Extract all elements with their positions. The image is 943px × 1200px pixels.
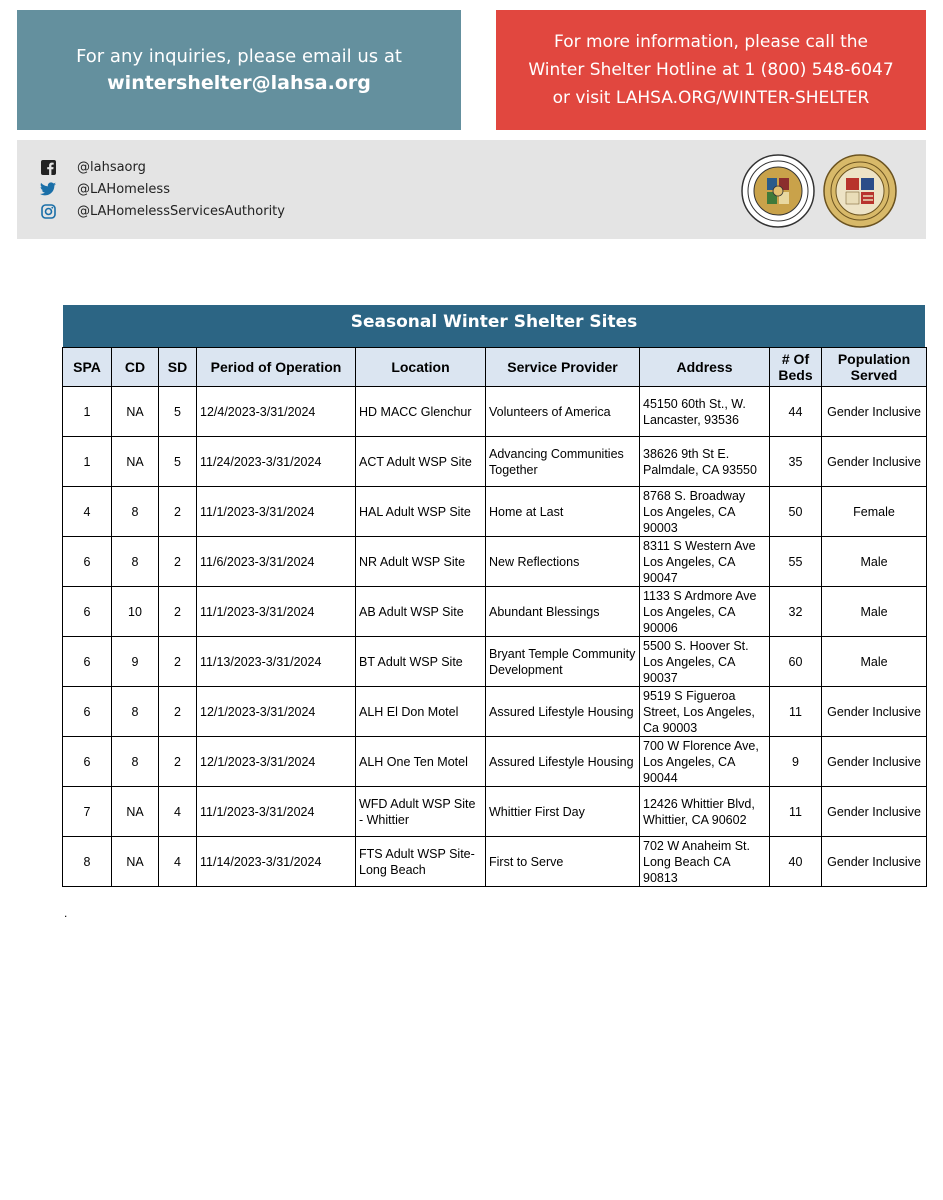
column-header-beds: # Of Beds xyxy=(770,348,822,387)
beds-cell: 11 xyxy=(770,687,822,737)
sd-cell: 2 xyxy=(159,487,197,537)
period-cell: 11/24/2023-3/31/2024 xyxy=(197,437,356,487)
table-header-row xyxy=(63,348,927,387)
provider-cell: First to Serve xyxy=(486,837,640,887)
hotline-phone-text: Winter Shelter Hotline at 1 (800) 548-6047 xyxy=(528,60,894,80)
beds-cell: 32 xyxy=(770,587,822,637)
email-inquiry-text: For any inquiries, please email us at xyxy=(76,46,402,67)
table-title: Seasonal Winter Shelter Sites xyxy=(63,305,925,347)
table-row xyxy=(63,737,927,787)
location-cell: BT Adult WSP Site xyxy=(356,637,486,687)
provider-cell: New Reflections xyxy=(486,537,640,587)
provider-cell: Assured Lifestyle Housing xyxy=(486,737,640,787)
twitter-icon xyxy=(39,180,57,198)
twitter-handle: @LAHomeless xyxy=(77,181,170,197)
hotline-website-text: or visit LAHSA.ORG/WINTER-SHELTER xyxy=(552,88,870,108)
facebook-icon xyxy=(39,158,57,176)
location-cell: ACT Adult WSP Site xyxy=(356,437,486,487)
city-of-los-angeles-seal xyxy=(823,154,897,228)
beds-cell: 9 xyxy=(770,737,822,787)
location-cell: NR Adult WSP Site xyxy=(356,537,486,587)
period-cell: 11/13/2023-3/31/2024 xyxy=(197,637,356,687)
sd-cell: 2 xyxy=(159,637,197,687)
table-row xyxy=(63,387,927,437)
period-cell: 11/1/2023-3/31/2024 xyxy=(197,787,356,837)
address-cell: 8311 S Western Ave Los Angeles, CA 90047 xyxy=(640,537,770,587)
beds-cell: 60 xyxy=(770,637,822,687)
sd-cell: 5 xyxy=(159,387,197,437)
facebook-row[interactable] xyxy=(39,158,146,176)
address-cell: 12426 Whittier Blvd, Whittier, CA 90602 xyxy=(640,787,770,837)
provider-cell: Home at Last xyxy=(486,487,640,537)
instagram-icon xyxy=(39,202,57,220)
location-cell: WFD Adult WSP Site - Whittier xyxy=(356,787,486,837)
spa-cell: 6 xyxy=(63,587,112,637)
population-cell: Male xyxy=(822,537,927,587)
address-cell: 45150 60th St., W. Lancaster, 93536 xyxy=(640,387,770,437)
beds-cell: 35 xyxy=(770,437,822,487)
spa-cell: 4 xyxy=(63,487,112,537)
column-header-provider: Service Provider xyxy=(486,348,640,387)
period-cell: 11/6/2023-3/31/2024 xyxy=(197,537,356,587)
twitter-row[interactable] xyxy=(39,180,170,198)
table-row xyxy=(63,637,927,687)
column-header-address: Address xyxy=(640,348,770,387)
table-row xyxy=(63,837,927,887)
location-cell: FTS Adult WSP Site- Long Beach xyxy=(356,837,486,887)
sd-cell: 5 xyxy=(159,437,197,487)
table-row xyxy=(63,487,927,537)
population-cell: Female xyxy=(822,487,927,537)
population-cell: Gender Inclusive xyxy=(822,387,927,437)
table-row xyxy=(63,537,927,587)
provider-cell: Bryant Temple Community Development xyxy=(486,637,640,687)
provider-cell: Whittier First Day xyxy=(486,787,640,837)
population-cell: Gender Inclusive xyxy=(822,687,927,737)
spa-cell: 7 xyxy=(63,787,112,837)
cd-cell: 9 xyxy=(112,637,159,687)
provider-cell: Assured Lifestyle Housing xyxy=(486,687,640,737)
location-cell: ALH One Ten Motel xyxy=(356,737,486,787)
cd-cell: 8 xyxy=(112,687,159,737)
county-of-los-angeles-seal xyxy=(741,154,815,228)
address-cell: 8768 S. Broadway Los Angeles, CA 90003 xyxy=(640,487,770,537)
location-cell: ALH El Don Motel xyxy=(356,687,486,737)
email-inquiry-banner xyxy=(17,10,461,130)
spa-cell: 8 xyxy=(63,837,112,887)
spa-cell: 6 xyxy=(63,737,112,787)
beds-cell: 55 xyxy=(770,537,822,587)
sd-cell: 2 xyxy=(159,537,197,587)
population-cell: Gender Inclusive xyxy=(822,837,927,887)
beds-cell: 50 xyxy=(770,487,822,537)
address-cell: 38626 9th St E. Palmdale, CA 93550 xyxy=(640,437,770,487)
address-cell: 700 W Florence Ave, Los Angeles, CA 90044 xyxy=(640,737,770,787)
column-header-population: Population Served xyxy=(822,348,927,387)
cd-cell: NA xyxy=(112,437,159,487)
address-cell: 1133 S Ardmore Ave Los Angeles, CA 90006 xyxy=(640,587,770,637)
beds-cell: 11 xyxy=(770,787,822,837)
cd-cell: NA xyxy=(112,387,159,437)
population-cell: Male xyxy=(822,587,927,637)
sd-cell: 2 xyxy=(159,587,197,637)
period-cell: 11/1/2023-3/31/2024 xyxy=(197,487,356,537)
column-header-cd: CD xyxy=(112,348,159,387)
spa-cell: 6 xyxy=(63,687,112,737)
population-cell: Gender Inclusive xyxy=(822,737,927,787)
population-cell: Gender Inclusive xyxy=(822,437,927,487)
address-cell: 702 W Anaheim St. Long Beach CA 90813 xyxy=(640,837,770,887)
sd-cell: 4 xyxy=(159,787,197,837)
shelter-sites-table xyxy=(62,347,927,887)
beds-cell: 40 xyxy=(770,837,822,887)
facebook-handle: @lahsaorg xyxy=(77,159,146,175)
hotline-text-line-1: For more information, please call the xyxy=(554,32,868,52)
sd-cell: 2 xyxy=(159,687,197,737)
footer-mark: . xyxy=(64,906,68,920)
hotline-banner xyxy=(496,10,926,130)
address-cell: 9519 S Figueroa Street, Los Angeles, Ca 90003 xyxy=(640,687,770,737)
population-cell: Male xyxy=(822,637,927,687)
cd-cell: 8 xyxy=(112,537,159,587)
cd-cell: 10 xyxy=(112,587,159,637)
instagram-row[interactable] xyxy=(39,202,285,220)
sd-cell: 2 xyxy=(159,737,197,787)
provider-cell: Volunteers of America xyxy=(486,387,640,437)
period-cell: 11/1/2023-3/31/2024 xyxy=(197,587,356,637)
location-cell: HD MACC Glenchur xyxy=(356,387,486,437)
provider-cell: Advancing Communities Together xyxy=(486,437,640,487)
table-row xyxy=(63,437,927,487)
location-cell: HAL Adult WSP Site xyxy=(356,487,486,537)
email-link[interactable]: wintershelter@lahsa.org xyxy=(107,72,371,94)
column-header-period: Period of Operation xyxy=(197,348,356,387)
spa-cell: 1 xyxy=(63,387,112,437)
sd-cell: 4 xyxy=(159,837,197,887)
spa-cell: 6 xyxy=(63,637,112,687)
spa-cell: 6 xyxy=(63,537,112,587)
period-cell: 12/1/2023-3/31/2024 xyxy=(197,737,356,787)
column-header-spa: SPA xyxy=(63,348,112,387)
social-media-bar xyxy=(17,140,926,239)
period-cell: 12/1/2023-3/31/2024 xyxy=(197,687,356,737)
address-cell: 5500 S. Hoover St. Los Angeles, CA 90037 xyxy=(640,637,770,687)
period-cell: 12/4/2023-3/31/2024 xyxy=(197,387,356,437)
period-cell: 11/14/2023-3/31/2024 xyxy=(197,837,356,887)
column-header-sd: SD xyxy=(159,348,197,387)
provider-cell: Abundant Blessings xyxy=(486,587,640,637)
instagram-handle: @LAHomelessServicesAuthority xyxy=(77,203,285,219)
population-cell: Gender Inclusive xyxy=(822,787,927,837)
table-row xyxy=(63,787,927,837)
cd-cell: NA xyxy=(112,787,159,837)
cd-cell: NA xyxy=(112,837,159,887)
table-row xyxy=(63,687,927,737)
table-row xyxy=(63,587,927,637)
spa-cell: 1 xyxy=(63,437,112,487)
beds-cell: 44 xyxy=(770,387,822,437)
cd-cell: 8 xyxy=(112,487,159,537)
column-header-location: Location xyxy=(356,348,486,387)
cd-cell: 8 xyxy=(112,737,159,787)
location-cell: AB Adult WSP Site xyxy=(356,587,486,637)
